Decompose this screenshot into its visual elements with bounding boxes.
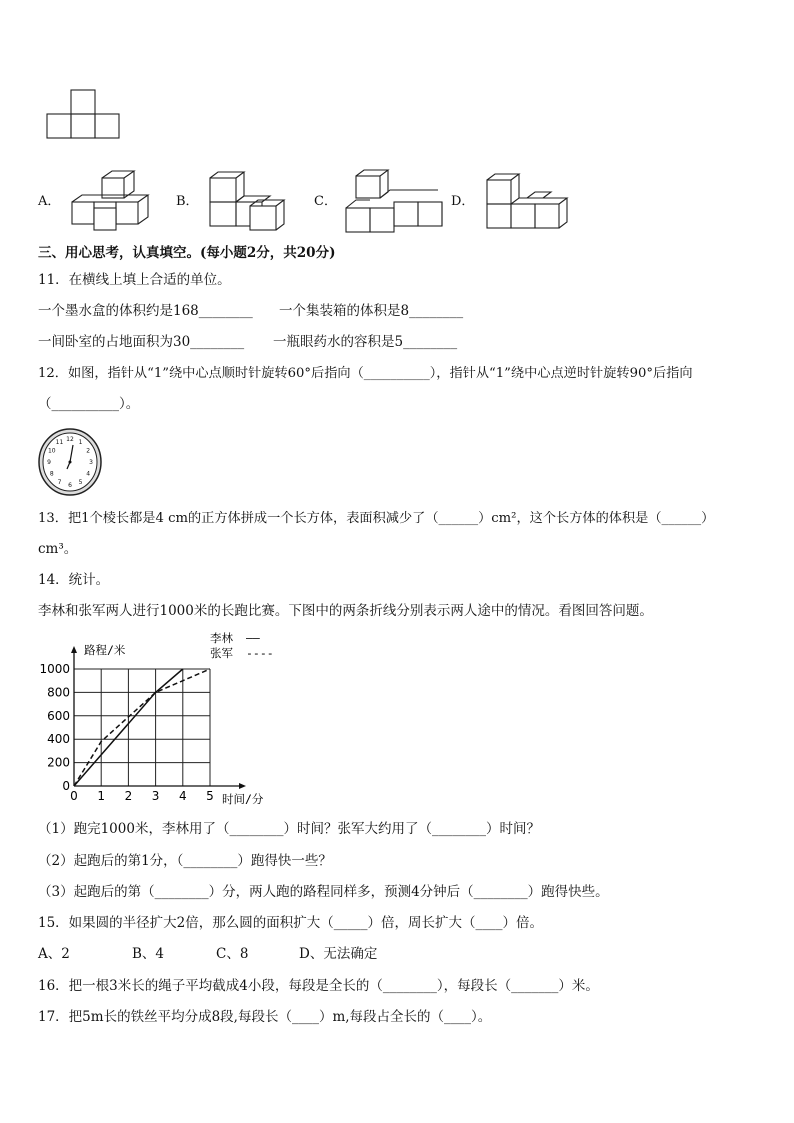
- q16-stem: 16．把一根3米长的绳子平均截成4小段，每段是全长的（________），每段长（_______）米。: [38, 978, 599, 994]
- clock-number: 9: [47, 459, 51, 466]
- q12-line2: （__________）。: [38, 396, 140, 412]
- clock-figure: [37, 427, 103, 497]
- legend-label: 李林: [210, 631, 233, 645]
- x-tick-label: 3: [151, 789, 160, 803]
- q17-stem: 17．把5m长的铁丝平均分成8段,每段长（____）m,每段占全长的（____）。: [38, 1009, 492, 1025]
- q12-line1: 12．如图，指针从“1”绕中心点顺时针旋转60°后指向（__________），指针从“1”绕中心点逆时针旋转90°后指向: [38, 366, 693, 381]
- option-d-figure: [487, 172, 579, 234]
- q14-sub1: （1）跑完1000米，李林用了（________）时间？张军大约用了（________）时间？: [38, 821, 540, 837]
- q11-line2b: 一瓶眼药水的容积是5________: [273, 334, 458, 350]
- q13-line1: 13．把1个棱长都是4 cm的正方体拼成一个长方体，表面积减少了（______）cm²，这个长方体的体积是（______）: [38, 511, 715, 526]
- top-view-figure: [47, 90, 123, 140]
- x-tick-label: 1: [97, 789, 106, 803]
- q14-stem: 14．统计。: [38, 572, 110, 588]
- x-tick-label: 5: [206, 789, 214, 803]
- option-c-figure: [346, 170, 446, 234]
- section-3-title: 三、用心思考，认真填空。(每小题2分，共20分): [38, 245, 336, 261]
- clock-number: 6: [68, 482, 72, 489]
- y-tick-label: 400: [47, 732, 70, 747]
- q11-stem: 11．在横线上填上合适的单位。: [38, 272, 231, 288]
- clock-number: 4: [86, 470, 91, 478]
- option-a-figure: [72, 168, 164, 232]
- x-axis-label: 时间/分: [222, 792, 264, 806]
- y-axis-arrow: [71, 646, 77, 653]
- series-line-zhangjun: [74, 669, 210, 786]
- legend-symbol: ——: [246, 631, 260, 645]
- clock-number: 2: [86, 447, 91, 455]
- clock-number: 8: [49, 470, 54, 478]
- q11-line1b: 一个集装箱的体积是8________: [279, 303, 464, 319]
- q14-desc: 李林和张军两人进行1000米的长跑比赛。下图中的两条折线分别表示两人途中的情况。看图回答问题。: [38, 603, 653, 619]
- x-tick-label: 2: [124, 789, 133, 803]
- clock-number: 10: [47, 447, 56, 455]
- option-c-label: C．: [314, 194, 337, 209]
- q13-line2: cm³。: [38, 541, 78, 557]
- legend-symbol: ----: [246, 646, 274, 660]
- distance-time-chart: [30, 630, 290, 810]
- q15-stem: 15．如果圆的半径扩大2倍，那么圆的面积扩大（_____）倍，周长扩大（____）倍。: [38, 915, 544, 931]
- option-b-label: B．: [176, 194, 199, 209]
- q11-line1a: 一个墨水盒的体积约是168________: [38, 303, 253, 319]
- y-tick-label: 1000: [39, 662, 70, 676]
- q15-option-c: C、8: [216, 946, 249, 962]
- y-tick-label: 200: [47, 755, 70, 770]
- option-b-figure: [210, 170, 302, 232]
- legend-label: 张军: [210, 646, 233, 660]
- y-tick-label: 0: [62, 779, 70, 793]
- clock-number: 11: [55, 439, 64, 447]
- clock-number: 12: [66, 436, 74, 443]
- q15-option-b: B、4: [132, 946, 165, 962]
- y-axis-label: 路程/米: [84, 643, 126, 657]
- q14-sub3: （3）起跑后的第（________）分，两人跑的路程同样多，预测4分钟后（________）跑得快些。: [38, 884, 609, 900]
- q11-line2a: 一间卧室的占地面积为30________: [38, 334, 245, 350]
- x-tick-label: 4: [178, 789, 187, 803]
- q15-option-a: A、2: [38, 946, 70, 962]
- y-tick-label: 800: [47, 685, 70, 700]
- q14-sub2: （2）起跑后的第1分，（________）跑得快一些？: [38, 853, 332, 869]
- clock-number: 5: [78, 478, 83, 486]
- x-tick-label: 0: [70, 789, 78, 803]
- clock-number: 1: [78, 439, 83, 447]
- q15-option-d: D、无法确定: [299, 946, 378, 962]
- clock-number: 7: [57, 478, 62, 486]
- clock-number: 3: [89, 459, 93, 466]
- y-tick-label: 600: [47, 708, 70, 723]
- option-d-label: D．: [451, 194, 475, 209]
- x-axis-arrow: [239, 783, 246, 789]
- option-a-label: A．: [38, 194, 61, 209]
